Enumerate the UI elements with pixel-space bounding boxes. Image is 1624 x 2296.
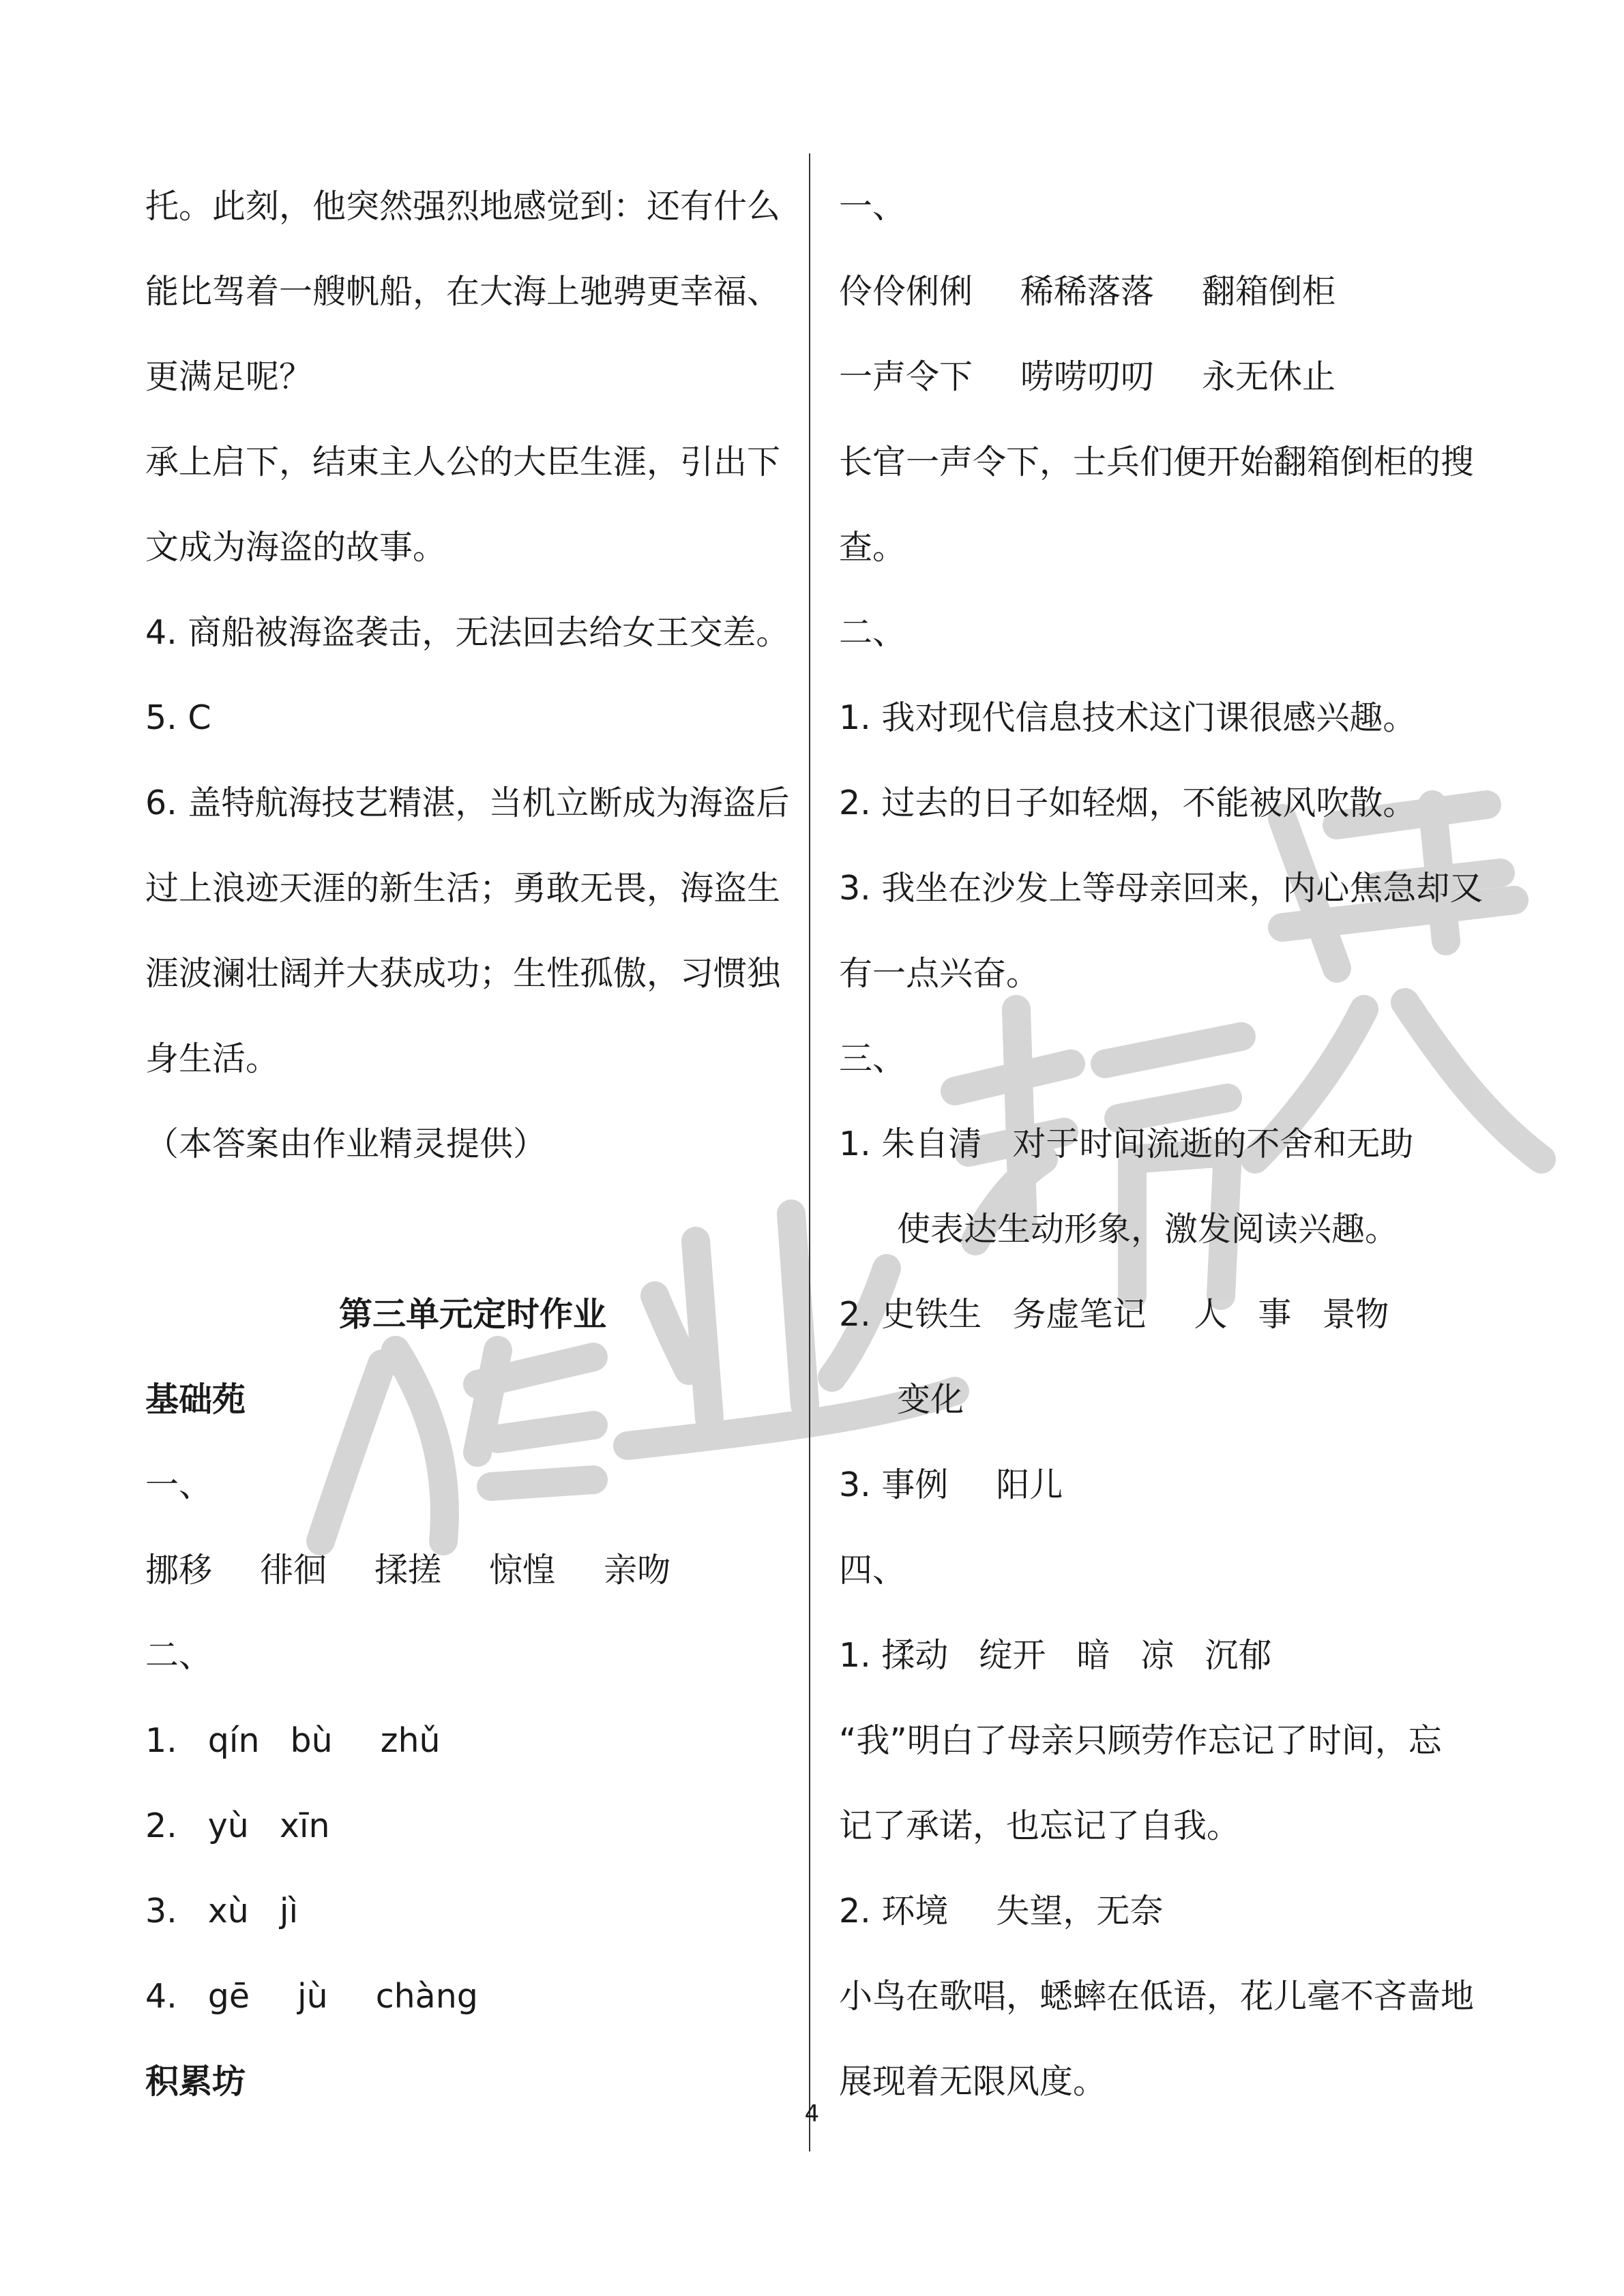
answer-item: 3. 我坐在沙发上等母亲回来，内心焦急却又 (839, 869, 1483, 908)
pinyin: jù (297, 1977, 328, 2016)
pinyin-answer (145, 1783, 800, 1868)
column-divider (809, 153, 810, 2151)
part-heading: 二、 (839, 613, 906, 652)
pinyin: yù (207, 1806, 249, 1845)
answer-item (839, 1613, 1494, 1698)
answer-segment: 人 (1194, 1295, 1228, 1334)
word: 稀稀落落 (1020, 272, 1155, 311)
section-title: 第三单元定时作业 (338, 1295, 606, 1334)
answer-item (839, 1101, 1494, 1187)
text-line: 能比驾着一艘帆船，在大海上驰骋更幸福、 (145, 272, 781, 311)
text-line: 展现着无限风度。 (839, 2062, 1107, 2101)
pinyin: jì (279, 1892, 299, 1930)
answer-5: 5. C (145, 698, 211, 737)
part-heading: 一、 (839, 187, 906, 226)
answer-segment: 2. 史铁生 (839, 1295, 982, 1334)
word: 唠唠叨叨 (1020, 357, 1155, 396)
word: 惊惶 (489, 1551, 557, 1590)
answer-item (839, 1272, 1494, 1357)
word-list (839, 249, 1494, 334)
pinyin: gē (207, 1977, 250, 2016)
part-heading: 一、 (145, 1465, 213, 1504)
word: 翻箱倒柜 (1202, 272, 1336, 311)
item-number: 3. (145, 1892, 177, 1930)
text-line: 变化 (897, 1380, 964, 1419)
answer-segment: 景物 (1322, 1295, 1389, 1334)
credit-note: （本答案由作业精灵提供） (145, 1124, 547, 1163)
pinyin: qín (207, 1721, 260, 1760)
answer-segment: 失望，无奈 (996, 1892, 1164, 1930)
text-line: 查。 (839, 528, 906, 567)
pinyin-answer (145, 1698, 800, 1783)
pinyin-answer (145, 1954, 800, 2039)
answer-segment: 凉 (1140, 1636, 1175, 1675)
answer-segment: 对于时间流逝的不舍和无助 (1012, 1124, 1414, 1163)
pinyin: xù (207, 1892, 249, 1930)
text-line: 更满足呢？ (145, 357, 313, 396)
pinyin: zhǔ (380, 1721, 441, 1760)
word-list (145, 1527, 800, 1613)
text-line: 文成为海盗的故事。 (145, 528, 447, 567)
text-line: 承上启下，结束主人公的大臣生涯，引出下 (145, 443, 781, 481)
word: 伶伶俐俐 (839, 272, 973, 311)
answer-segment: 沉郁 (1205, 1636, 1272, 1675)
part-heading: 三、 (839, 1039, 906, 1078)
word: 亲吻 (604, 1551, 671, 1590)
answer-segment: 2. 环境 (839, 1892, 949, 1930)
answer-4: 4. 商船被海盗袭击，无法回去给女王交差。 (145, 613, 790, 652)
subsection-heading: 积累坊 (145, 2062, 246, 2101)
answer-segment: 1. 朱自清 (839, 1124, 982, 1163)
item-number: 4. (145, 1977, 177, 2016)
page-number: 4 (804, 2100, 820, 2128)
answer-6: 6. 盖特航海技艺精湛，当机立断成为海盗后 (145, 784, 790, 822)
item-number: 1. (145, 1721, 177, 1760)
word: 一声令下 (839, 357, 973, 396)
answer-segment: 3. 事例 (839, 1465, 949, 1504)
pinyin: xīn (279, 1806, 330, 1845)
answer-item (839, 1868, 1494, 1954)
pinyin: chàng (375, 1977, 478, 2016)
text-line: 有一点兴奋。 (839, 954, 1040, 993)
text-line: 使表达生动形象，激发阅读兴趣。 (897, 1210, 1399, 1249)
item-number: 2. (145, 1806, 177, 1845)
left-column (145, 164, 800, 2124)
text-line: 过上浪迹天涯的新生活；勇敢无畏，海盗生 (145, 869, 781, 908)
answer-segment: 事 (1258, 1295, 1292, 1334)
answer-item: 2. 过去的日子如轻烟，不能被风吹散。 (839, 784, 1417, 822)
word: 徘徊 (260, 1551, 327, 1590)
text-line: 小鸟在歌唱，蟋蟀在低语，花儿毫不吝啬地 (839, 1977, 1475, 2016)
answer-segment: 阳儿 (996, 1465, 1063, 1504)
pinyin-answer (145, 1868, 800, 1954)
text-line: 记了承诺，也忘记了自我。 (839, 1806, 1241, 1845)
answer-segment: 务虚笔记 (1012, 1295, 1147, 1334)
text-line: 涯波澜壮阔并大获成功；生性孤傲，习惯独 (145, 954, 781, 993)
text-line: 托。此刻，他突然强烈地感觉到：还有什么 (145, 187, 781, 226)
word: 永无休止 (1202, 357, 1336, 396)
answer-item: 1. 我对现代信息技术这门课很感兴趣。 (839, 698, 1417, 737)
subsection-heading: 基础苑 (145, 1380, 246, 1419)
part-heading: 二、 (145, 1636, 213, 1675)
pinyin: bù (290, 1721, 333, 1760)
word: 揉搓 (374, 1551, 442, 1590)
word-list (839, 334, 1494, 419)
part-heading: 四、 (839, 1551, 906, 1590)
answer-segment: 绽开 (979, 1636, 1046, 1675)
answer-item (839, 1442, 1494, 1527)
answer-segment: 暗 (1076, 1636, 1110, 1675)
text-line: 身生活。 (145, 1039, 280, 1078)
text-line: 长官一声令下，士兵们便开始翻箱倒柜的搜 (839, 443, 1475, 481)
text-line: “我”明白了母亲只顾劳作忘记了时间，忘 (839, 1721, 1442, 1760)
right-column (839, 164, 1494, 2124)
answer-segment: 1. 揉动 (839, 1636, 949, 1675)
word: 挪移 (145, 1551, 213, 1590)
